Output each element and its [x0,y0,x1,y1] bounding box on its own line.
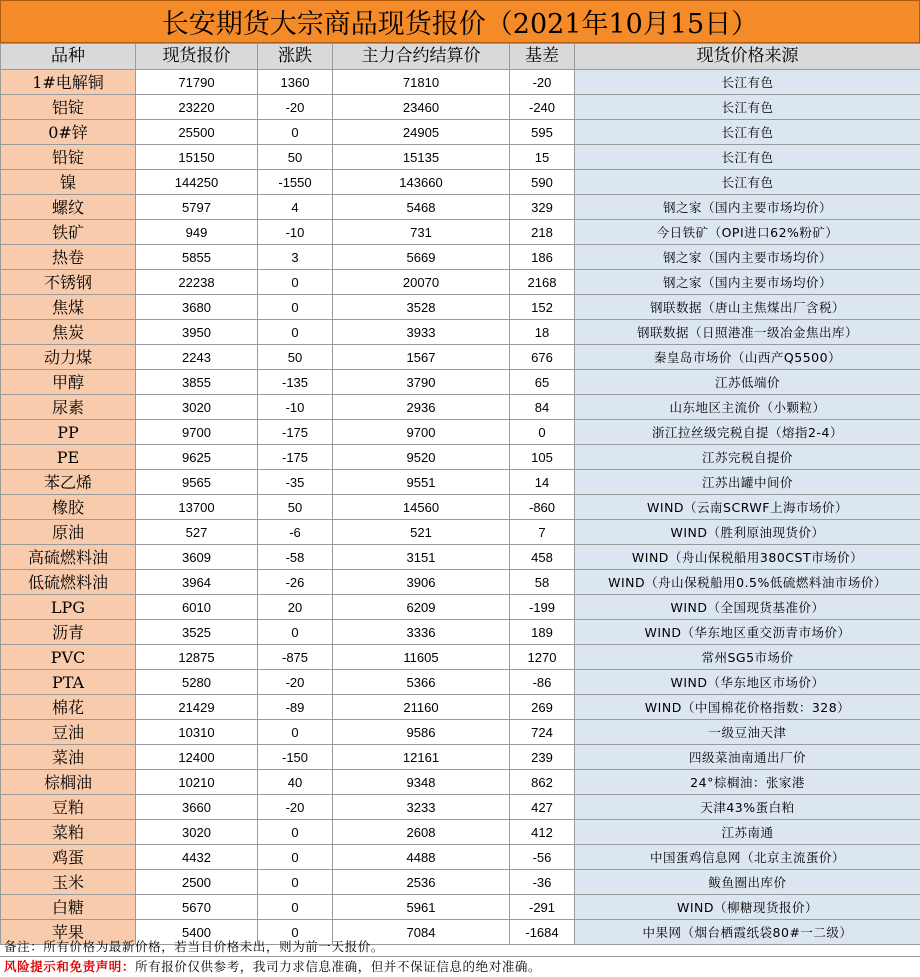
spot-price-cell: 12400 [136,745,258,770]
table-row [1,695,920,720]
spot-price-cell: 23220 [136,95,258,120]
variety-cell: 沥青 [1,620,136,645]
source-cell: 长江有色 [575,120,920,145]
source-cell: WIND（华东地区重交沥青市场价） [575,620,920,645]
variety-cell: 豆油 [1,720,136,745]
quote-table-body [1,70,920,945]
table-row [1,420,920,445]
change-cell: 0 [258,720,333,745]
source-cell: 江苏南通 [575,820,920,845]
spot-price-cell: 10310 [136,720,258,745]
settle-price-cell: 7084 [333,920,510,945]
basis-cell: 7 [510,520,575,545]
header-variety: 品种 [1,44,136,70]
settle-price-cell: 3790 [333,370,510,395]
source-cell: 江苏完税自提价 [575,445,920,470]
change-cell: -58 [258,545,333,570]
disclaimer [0,957,920,977]
settle-price-cell: 12161 [333,745,510,770]
source-cell: 钢之家（国内主要市场均价） [575,270,920,295]
source-cell: WIND（华东地区市场价） [575,670,920,695]
spot-price-cell: 527 [136,520,258,545]
variety-cell: 豆粕 [1,795,136,820]
table-row [1,820,920,845]
table-row [1,120,920,145]
settle-price-cell: 521 [333,520,510,545]
basis-cell: 724 [510,720,575,745]
variety-cell: 低硫燃料油 [1,570,136,595]
basis-cell: -86 [510,670,575,695]
basis-cell: 676 [510,345,575,370]
change-cell: -150 [258,745,333,770]
settle-price-cell: 23460 [333,95,510,120]
variety-cell: 苯乙烯 [1,470,136,495]
basis-cell: 239 [510,745,575,770]
source-cell: 长江有色 [575,145,920,170]
spot-price-cell: 949 [136,220,258,245]
source-cell: 中国蛋鸡信息网（北京主流蛋价） [575,845,920,870]
variety-cell: 甲醇 [1,370,136,395]
variety-cell: 镍 [1,170,136,195]
header-price-source: 现货价格来源 [575,44,920,70]
spot-price-cell: 10210 [136,770,258,795]
variety-cell: 苹果 [1,920,136,945]
table-row [1,395,920,420]
spot-price-cell: 5400 [136,920,258,945]
settle-price-cell: 143660 [333,170,510,195]
basis-cell: -240 [510,95,575,120]
header-settle-price: 主力合约结算价 [333,44,510,70]
variety-cell: 高硫燃料油 [1,545,136,570]
change-cell: 3 [258,245,333,270]
spot-price-cell: 3020 [136,820,258,845]
spot-price-cell: 6010 [136,595,258,620]
variety-cell: 鸡蛋 [1,845,136,870]
source-cell: WIND（全国现货基准价） [575,595,920,620]
header-basis: 基差 [510,44,575,70]
table-row [1,245,920,270]
settle-price-cell: 15135 [333,145,510,170]
variety-cell: 菜油 [1,745,136,770]
change-cell: 0 [258,895,333,920]
disclaimer-text: 所有报价仅供参考，我司力求信息准确，但并不保证信息的绝对准确。 [135,959,542,974]
table-row [1,595,920,620]
table-row [1,720,920,745]
change-cell: 50 [258,345,333,370]
basis-cell: 862 [510,770,575,795]
spot-price-cell: 15150 [136,145,258,170]
variety-cell: 焦煤 [1,295,136,320]
settle-price-cell: 3336 [333,620,510,645]
basis-cell: 218 [510,220,575,245]
variety-cell: 焦炭 [1,320,136,345]
basis-cell: -291 [510,895,575,920]
spot-price-cell: 5670 [136,895,258,920]
basis-cell: 15 [510,145,575,170]
change-cell: 40 [258,770,333,795]
variety-cell: 1#电解铜 [1,70,136,95]
settle-price-cell: 6209 [333,595,510,620]
settle-price-cell: 3906 [333,570,510,595]
settle-price-cell: 9520 [333,445,510,470]
source-cell: 钢之家（国内主要市场均价） [575,195,920,220]
variety-cell: 不锈钢 [1,270,136,295]
source-cell: WIND（柳糖现货报价） [575,895,920,920]
spot-price-cell: 12875 [136,645,258,670]
table-row [1,145,920,170]
source-cell: 一级豆油天津 [575,720,920,745]
settle-price-cell: 21160 [333,695,510,720]
table-row [1,195,920,220]
change-cell: -175 [258,445,333,470]
settle-price-cell: 5468 [333,195,510,220]
variety-cell: 螺纹 [1,195,136,220]
footnote: 备注：所有价格为最新价格，若当日价格未出，则为前一天报价。 [0,937,920,957]
spot-price-cell: 3609 [136,545,258,570]
variety-cell: 动力煤 [1,345,136,370]
table-row [1,295,920,320]
spot-price-cell: 5280 [136,670,258,695]
variety-cell: 玉米 [1,870,136,895]
source-cell: WIND（舟山保税船用0.5%低硫燃料油市场价） [575,570,920,595]
change-cell: 0 [258,320,333,345]
settle-price-cell: 11605 [333,645,510,670]
change-cell: -20 [258,95,333,120]
change-cell: -10 [258,395,333,420]
table-row [1,345,920,370]
basis-cell: 269 [510,695,575,720]
settle-price-cell: 9348 [333,770,510,795]
variety-cell: 铝锭 [1,95,136,120]
spot-price-cell: 3660 [136,795,258,820]
variety-cell: PE [1,445,136,470]
variety-cell: 橡胶 [1,495,136,520]
source-cell: 江苏低端价 [575,370,920,395]
spot-price-cell: 9625 [136,445,258,470]
basis-cell: 58 [510,570,575,595]
settle-price-cell: 4488 [333,845,510,870]
spot-price-cell: 9565 [136,470,258,495]
change-cell: -135 [258,370,333,395]
source-cell: 浙江拉丝级完税自提（熔指2-4） [575,420,920,445]
table-row [1,570,920,595]
spot-price-cell: 3020 [136,395,258,420]
header-spot-price: 现货报价 [136,44,258,70]
table-row [1,70,920,95]
source-cell: WIND（中国棉花价格指数：328） [575,695,920,720]
spot-price-cell: 9700 [136,420,258,445]
variety-cell: 原油 [1,520,136,545]
variety-cell: 白糖 [1,895,136,920]
change-cell: -6 [258,520,333,545]
settle-price-cell: 2936 [333,395,510,420]
source-cell: 天津43%蛋白粕 [575,795,920,820]
table-row [1,170,920,195]
spot-price-cell: 25500 [136,120,258,145]
change-cell: -20 [258,795,333,820]
change-cell: 0 [258,270,333,295]
spot-price-cell: 3680 [136,295,258,320]
basis-cell: -20 [510,70,575,95]
change-cell: 0 [258,870,333,895]
table-row [1,745,920,770]
basis-cell: -1684 [510,920,575,945]
table-row [1,770,920,795]
spot-price-cell: 3855 [136,370,258,395]
table-header-row [1,44,920,70]
spot-price-cell: 13700 [136,495,258,520]
settle-price-cell: 20070 [333,270,510,295]
spot-price-cell: 21429 [136,695,258,720]
variety-cell: PTA [1,670,136,695]
table-row [1,895,920,920]
spot-price-cell: 71790 [136,70,258,95]
spot-price-cell: 3950 [136,320,258,345]
quote-table [0,43,920,945]
basis-cell: 427 [510,795,575,820]
source-cell: 江苏出罐中间价 [575,470,920,495]
settle-price-cell: 14560 [333,495,510,520]
settle-price-cell: 2536 [333,870,510,895]
change-cell: 1360 [258,70,333,95]
change-cell: 20 [258,595,333,620]
source-cell: 长江有色 [575,70,920,95]
settle-price-cell: 24905 [333,120,510,145]
change-cell: -89 [258,695,333,720]
source-cell: 山东地区主流价（小颗粒） [575,395,920,420]
spot-price-cell: 2243 [136,345,258,370]
variety-cell: 0#锌 [1,120,136,145]
header-change: 涨跌 [258,44,333,70]
table-row [1,445,920,470]
source-cell: 秦皇岛市场价（山西产Q5500） [575,345,920,370]
change-cell: -35 [258,470,333,495]
settle-price-cell: 9586 [333,720,510,745]
variety-cell: 菜粕 [1,820,136,845]
variety-cell: 尿素 [1,395,136,420]
table-row [1,370,920,395]
variety-cell: 热卷 [1,245,136,270]
change-cell: 50 [258,145,333,170]
table-row [1,320,920,345]
table-row [1,845,920,870]
table-row [1,470,920,495]
variety-cell: 棉花 [1,695,136,720]
change-cell: 0 [258,920,333,945]
source-cell: WIND（云南SCRWF上海市场价） [575,495,920,520]
source-cell: 长江有色 [575,95,920,120]
source-cell: WIND（舟山保税船用380CST市场价） [575,545,920,570]
source-cell: 鲅鱼圈出库价 [575,870,920,895]
variety-cell: 棕榈油 [1,770,136,795]
basis-cell: 18 [510,320,575,345]
basis-cell: 105 [510,445,575,470]
change-cell: 0 [258,620,333,645]
change-cell: 4 [258,195,333,220]
basis-cell: 186 [510,245,575,270]
basis-cell: 595 [510,120,575,145]
variety-cell: LPG [1,595,136,620]
spot-price-cell: 2500 [136,870,258,895]
basis-cell: 14 [510,470,575,495]
settle-price-cell: 3528 [333,295,510,320]
basis-cell: 65 [510,370,575,395]
table-row [1,795,920,820]
spot-price-cell: 144250 [136,170,258,195]
change-cell: -875 [258,645,333,670]
settle-price-cell: 2608 [333,820,510,845]
table-row [1,670,920,695]
change-cell: 0 [258,120,333,145]
variety-cell: 铅锭 [1,145,136,170]
table-row [1,520,920,545]
settle-price-cell: 5366 [333,670,510,695]
settle-price-cell: 3933 [333,320,510,345]
table-row [1,645,920,670]
source-cell: 今日铁矿（OPI进口62%粉矿） [575,220,920,245]
table-row [1,495,920,520]
table-row [1,620,920,645]
variety-cell: PP [1,420,136,445]
source-cell: 钢之家（国内主要市场均价） [575,245,920,270]
basis-cell: 590 [510,170,575,195]
change-cell: -10 [258,220,333,245]
settle-price-cell: 5961 [333,895,510,920]
source-cell: 长江有色 [575,170,920,195]
change-cell: 0 [258,295,333,320]
disclaimer-label: 风险提示和免责声明： [4,959,136,974]
basis-cell: 329 [510,195,575,220]
source-cell: 四级菜油南通出厂价 [575,745,920,770]
basis-cell: -56 [510,845,575,870]
source-cell: 24°棕榈油：张家港 [575,770,920,795]
settle-price-cell: 1567 [333,345,510,370]
change-cell: 0 [258,820,333,845]
spot-price-cell: 3525 [136,620,258,645]
change-cell: 0 [258,845,333,870]
source-cell: 钢联数据（唐山主焦煤出厂含税） [575,295,920,320]
spot-price-cell: 22238 [136,270,258,295]
source-cell: 常州SG5市场价 [575,645,920,670]
variety-cell: PVC [1,645,136,670]
basis-cell: 1270 [510,645,575,670]
settle-price-cell: 9551 [333,470,510,495]
spot-price-cell: 3964 [136,570,258,595]
spot-price-cell: 5855 [136,245,258,270]
settle-price-cell: 9700 [333,420,510,445]
settle-price-cell: 3151 [333,545,510,570]
spot-price-cell: 5797 [136,195,258,220]
settle-price-cell: 5669 [333,245,510,270]
table-row [1,220,920,245]
change-cell: -1550 [258,170,333,195]
source-cell: WIND（胜利原油现货价） [575,520,920,545]
settle-price-cell: 731 [333,220,510,245]
settle-price-cell: 71810 [333,70,510,95]
spot-price-cell: 4432 [136,845,258,870]
variety-cell: 铁矿 [1,220,136,245]
basis-cell: -36 [510,870,575,895]
basis-cell: 152 [510,295,575,320]
change-cell: -175 [258,420,333,445]
basis-cell: 2168 [510,270,575,295]
source-cell: 钢联数据（日照港准一级冶金焦出库） [575,320,920,345]
table-row [1,95,920,120]
table-row [1,545,920,570]
basis-cell: 412 [510,820,575,845]
table-row [1,270,920,295]
basis-cell: 0 [510,420,575,445]
basis-cell: -199 [510,595,575,620]
basis-cell: 189 [510,620,575,645]
basis-cell: 84 [510,395,575,420]
change-cell: -20 [258,670,333,695]
basis-cell: 458 [510,545,575,570]
change-cell: -26 [258,570,333,595]
source-cell: 中果网（烟台栖霞纸袋80#一二级） [575,920,920,945]
settle-price-cell: 3233 [333,795,510,820]
sheet-title: 长安期货大宗商品现货报价（2021年10月15日） [0,0,920,43]
table-row [1,870,920,895]
change-cell: 50 [258,495,333,520]
basis-cell: -860 [510,495,575,520]
